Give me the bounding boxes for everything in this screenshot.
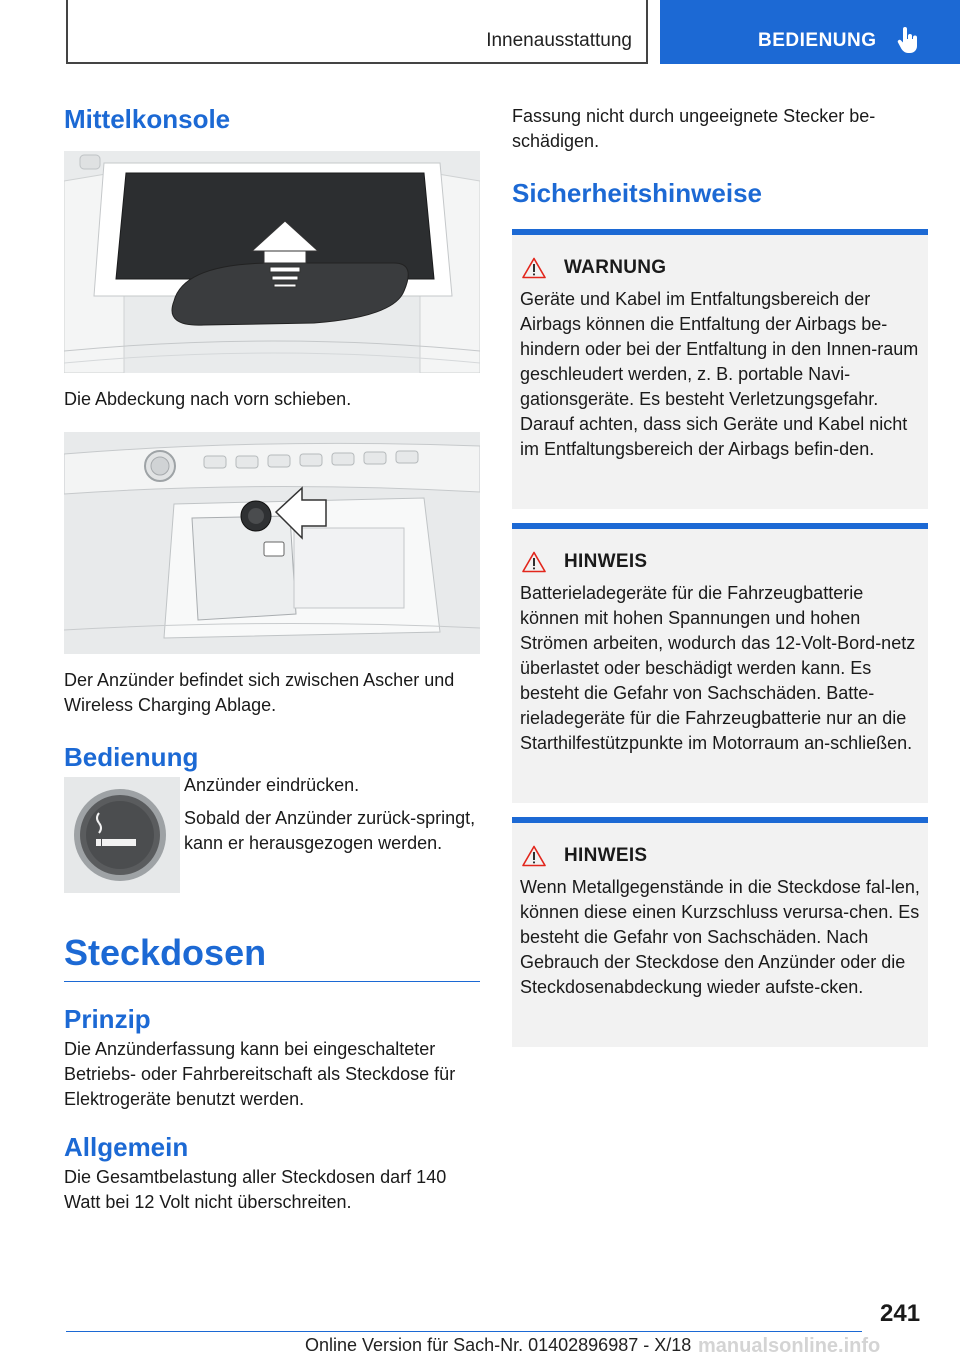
section-title-mittelkonsole: Mittelkonsole — [64, 104, 231, 134]
page-number: 241 — [880, 1300, 921, 1327]
notice-box-2 — [512, 817, 928, 1047]
steckdosen-rule — [64, 981, 480, 982]
notice-label-2: HINWEIS — [564, 845, 648, 867]
header-chapter-label: BEDIENUNG — [758, 30, 877, 51]
notice-label-1: HINWEIS — [564, 551, 648, 573]
notice-text-2: Wenn Metallgegenstände in die Steckdose fal-len, können diese einen Kurzschluss verursa-chen. Es besteht die Gefahr von Sachschäden. Nach Gebrauch der Steckdose den Anzünder oder die Steckdosenabdeckung wieder aufste-cken. — [520, 877, 920, 998]
left-column — [64, 96, 480, 1215]
header-section-box — [66, 0, 648, 64]
prinzip-text: Die Anzünderfassung kann bei eingeschalteter Betriebs- oder Fahrbereitschaft als Steckdose für Elektrogeräte benutzt werden. — [64, 1038, 456, 1109]
footer-rule — [66, 1331, 862, 1332]
lighter-location-image — [64, 432, 480, 654]
footer-watermark: manualsonline.info — [698, 1335, 881, 1357]
warning-triangle-icon — [522, 551, 546, 573]
lighter-button-image — [64, 777, 180, 893]
section-title-allgemein: Allgemein — [64, 1131, 189, 1162]
warning-triangle-icon — [522, 257, 546, 279]
right-column — [512, 96, 928, 1047]
pointing-hand-icon — [896, 27, 920, 55]
section-title-bedienung: Bedienung — [64, 742, 199, 773]
section-title-sicherheitshinweise: Sicherheitshinweise — [512, 178, 762, 208]
section-title-steckdosen: Steckdosen — [64, 932, 267, 974]
section-title-prinzip: Prinzip — [64, 1003, 151, 1034]
warning-text: Geräte und Kabel im Entfaltungsbereich der Airbags können die Entfaltung der Airbags be-hindern oder bei der Entfaltung in den Innen-raum geschleudert werden, z. B. portable Navi-gationsgeräte. Es besteht Verletzungsgefahr. Darauf achten, dass sich Geräte und Kabel nicht im Entfaltungsbereich der Airbags befin-den. — [520, 289, 919, 460]
warning-triangle-icon — [522, 845, 546, 867]
header-chapter-tab — [660, 0, 960, 64]
bedienung-step-2: Sobald der Anzünder zurück-springt, kann er herausgezogen werden. — [184, 808, 476, 854]
img1-caption: Die Abdeckung nach vorn schieben. — [64, 389, 352, 410]
intro-text: Fassung nicht durch ungeeignete Stecker be-schädigen. — [512, 106, 876, 151]
bedienung-text — [184, 773, 480, 856]
notice-text-1: Batterieladegeräte für die Fahrzeugbatterie können mit hohen Spannungen und hohen Strömen arbeiten, wodurch das 12-Volt-Bord-netz überlastet oder beschädigt werden kann. Es besteht die Gefahr von Sachschäden. Batte-rieladegeräte für die Fahrzeugbatterie nur an die Starthilfestützpunkte im Motorraum an-schließen. — [520, 583, 916, 754]
img2-caption: Der Anzünder befindet sich zwischen Ascher und Wireless Charging Ablage. — [64, 670, 455, 716]
header-section-title: Innenausstattung — [486, 30, 632, 51]
notice-box-1 — [512, 523, 928, 803]
center-console-cover-image — [64, 151, 480, 373]
footer-online-version: Online Version für Sach-Nr. 01402896987 - X/18 — [305, 1335, 692, 1355]
warning-label: WARNUNG — [564, 257, 667, 279]
warning-box — [512, 229, 928, 509]
allgemein-text: Die Gesamtbelastung aller Steckdosen darf 140 Watt bei 12 Volt nicht überschreiten. — [64, 1166, 447, 1212]
bedienung-step-1: Anzünder eindrücken. — [184, 775, 360, 796]
bedienung-block — [64, 777, 480, 897]
